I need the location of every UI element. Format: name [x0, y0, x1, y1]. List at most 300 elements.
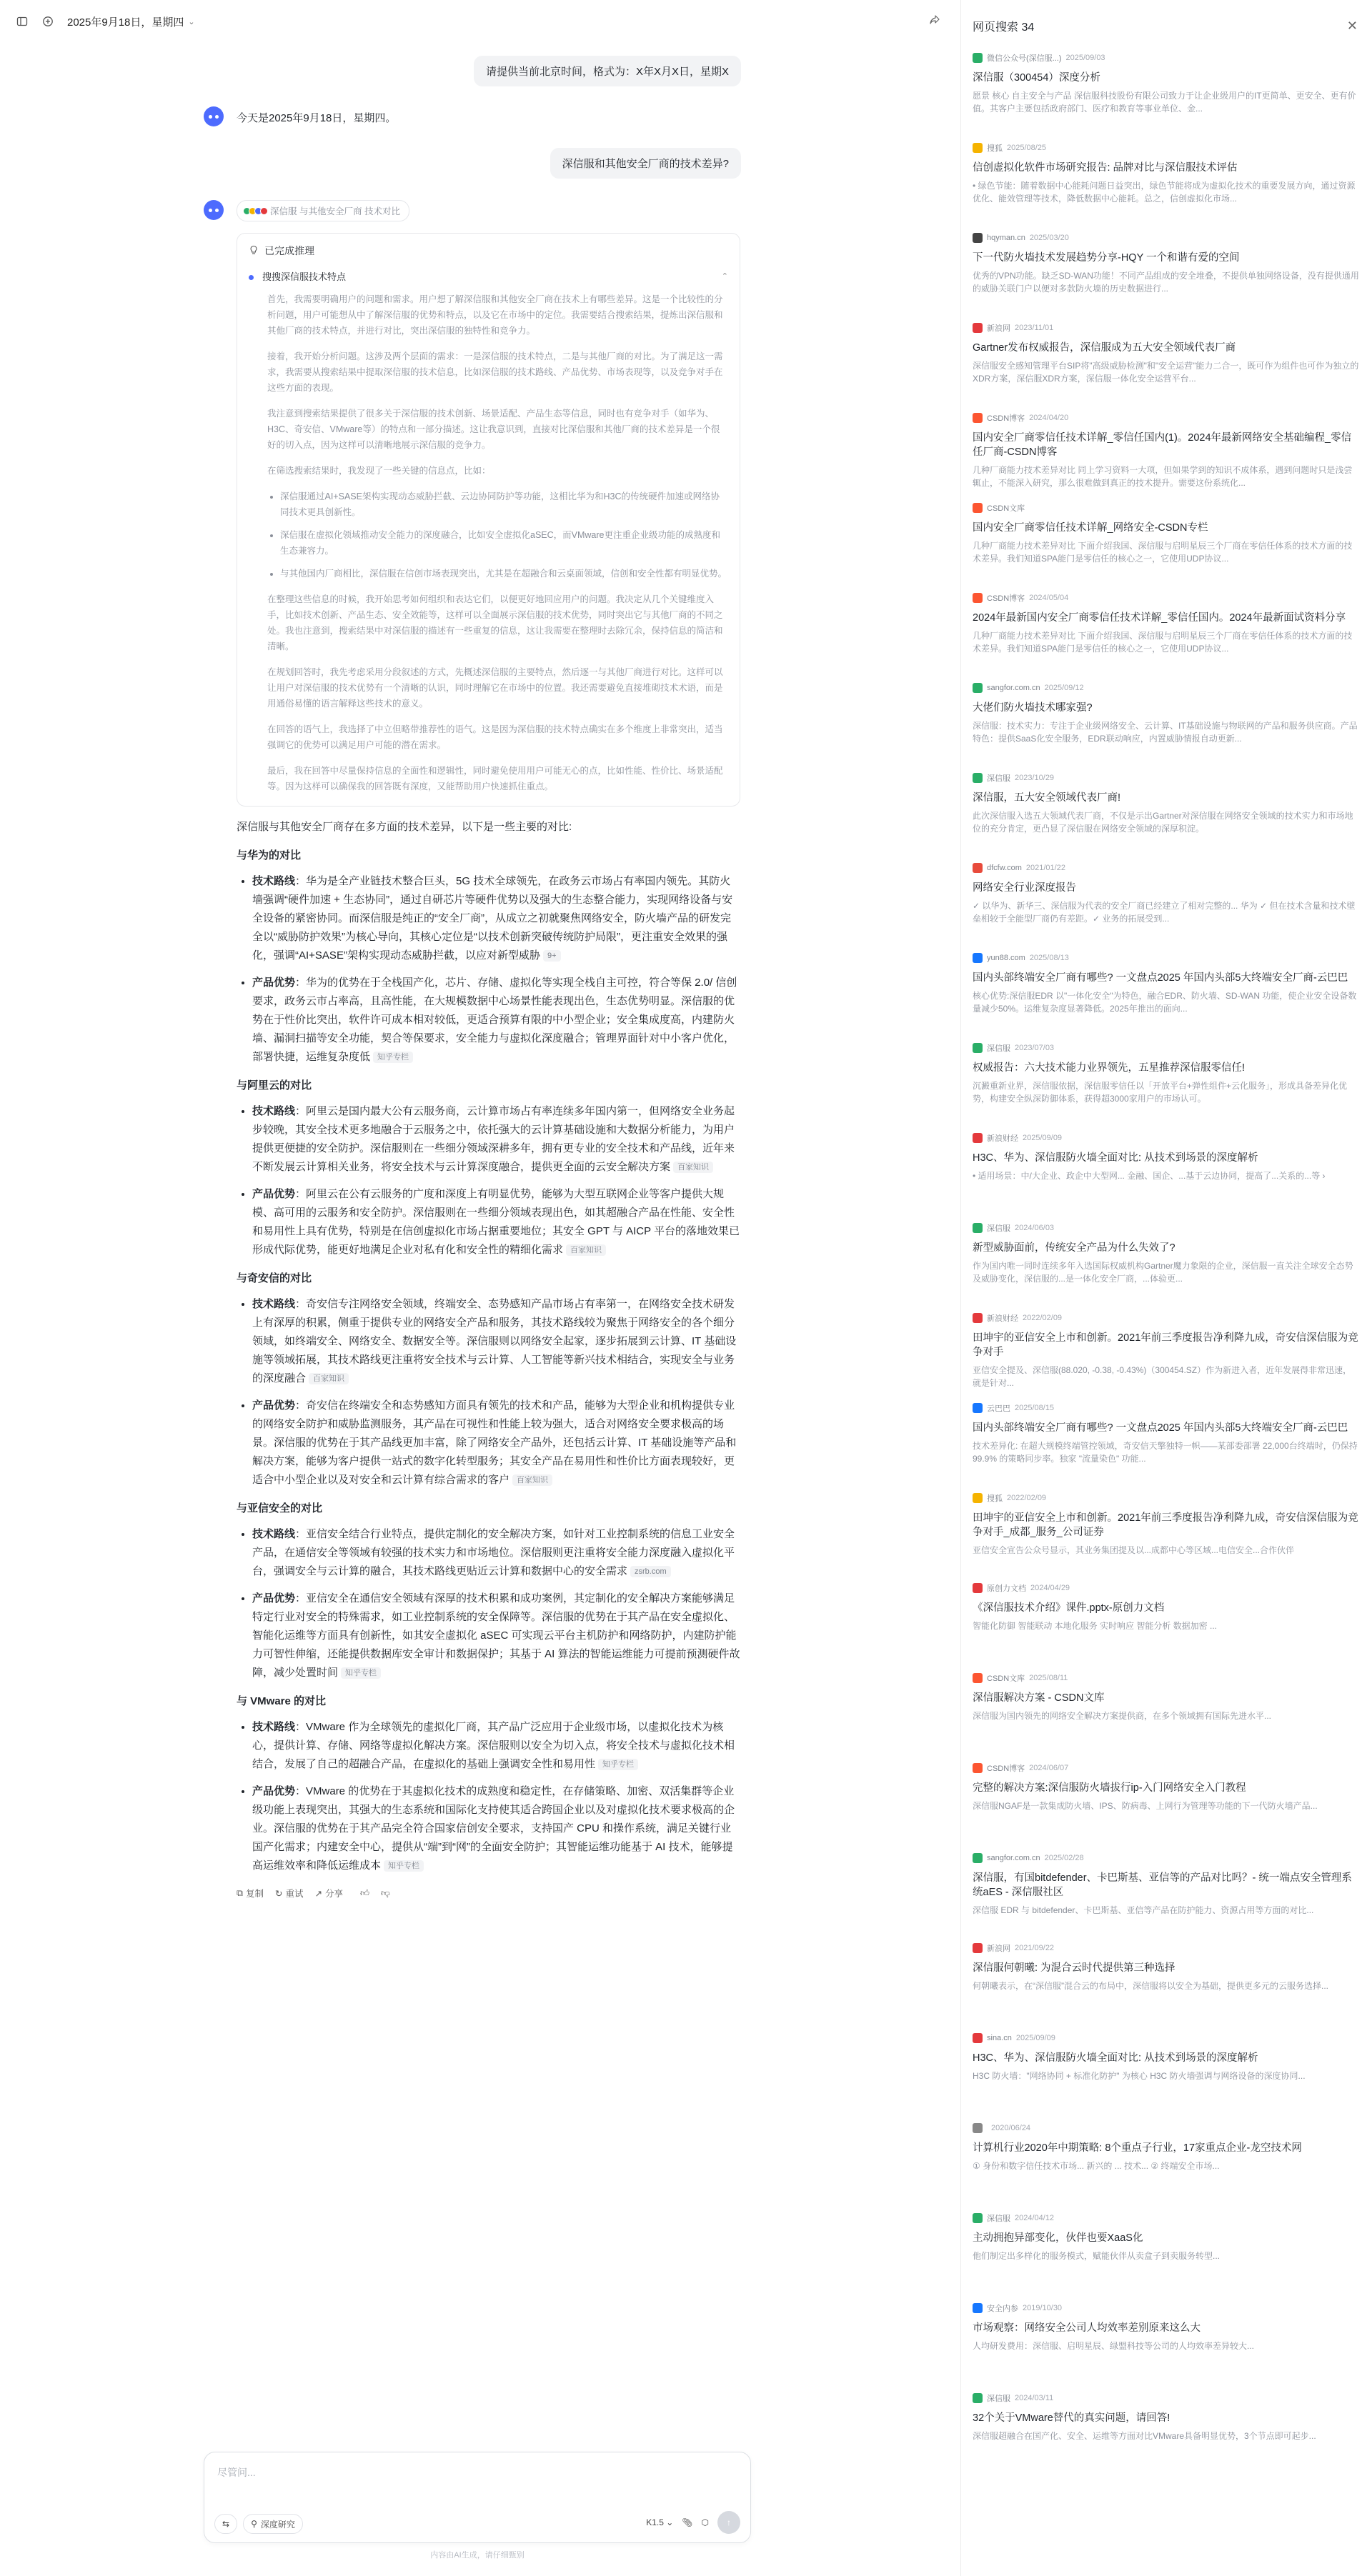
retry-button[interactable] [275, 1887, 304, 1899]
result-source: 微信公众号(深信服...) [987, 54, 1062, 63]
search-result-item[interactable] [973, 1132, 1359, 1222]
source-favicon-icon [973, 413, 983, 423]
thumbs-up-icon[interactable]: 👍︎ [359, 1887, 370, 1898]
reasoning-list-item: • 深信服在虚拟化领域推动安全能力的深度融合，比如安全虚拟化aSEC，而VMware更注重企业级功能的成熟度和生态兼容力。 [280, 527, 728, 559]
result-source: CSDN博客 [987, 414, 1025, 423]
item-label: 技术路线 [252, 875, 296, 887]
reasoning-step[interactable] [249, 269, 728, 283]
arrow-up-icon: ↑ [727, 2517, 731, 2527]
result-snippet: 沉澱重新业界，深信服依据，深信服零信任以「开放平台+弹性组件+云化服务」，形成具备差异化优势，构建安全纵深防御体系，获得超3000家用户的市场认可。 [973, 1081, 1348, 1104]
source-favicon-icon [973, 683, 983, 693]
result-source: 深信服 [987, 1044, 1010, 1053]
search-result-item[interactable] [973, 952, 1359, 1042]
section-list [237, 1102, 740, 1259]
new-chat-icon[interactable] [41, 15, 54, 28]
result-meta [973, 1132, 1359, 1144]
result-title[interactable]: H3C、华为、深信服防火墙全面对比: 从技术到场景的深度解析 [973, 2052, 1258, 2064]
search-result-item[interactable] [973, 1312, 1359, 1402]
item-label: 产品优势 [252, 1399, 296, 1412]
result-title[interactable]: Gartner发布权威报告，深信服成为五大安全领域代表厂商 [973, 342, 1236, 354]
sources-chip[interactable] [237, 200, 409, 221]
citation-badge[interactable]: 百家知识 [512, 1474, 552, 1486]
result-snippet: 深信服 EDR 与 bitdefender、卡巴斯基、亚信等产品在防护能力、资源占用等方面的对比... [973, 1905, 1314, 1915]
result-date: 2025/09/09 [1023, 1134, 1063, 1142]
reasoning-header[interactable] [249, 244, 728, 258]
source-favicon-icon [973, 1313, 983, 1323]
thumbs-down-icon[interactable]: 👎︎ [381, 1887, 390, 1898]
search-results-panel [960, 0, 1372, 2576]
sliders-icon: ⇆ [222, 2519, 230, 2529]
section-list-item [252, 1397, 740, 1489]
result-date: 2024/04/12 [1015, 2214, 1055, 2222]
section-list [237, 1525, 740, 1682]
section-list-item [252, 1185, 740, 1259]
source-favicon-icon [973, 323, 983, 333]
result-source: 搜狐 [987, 144, 1003, 153]
share-icon: ↗ [314, 1888, 322, 1899]
reasoning-paragraph: 在规划回答时，我先考虑采用分段叙述的方式，先概述深信服的主要特点，然后逐一与其他厂商进行对比。这样可以让用户对深信服的技术优势有一个清晰的认识，同时理解它在市场中的位置。我还需要避免直接堆砌技术术语，而是用通俗易懂的语言解释这些技术的意义。 [267, 667, 723, 709]
source-favicon-icon [973, 1133, 983, 1143]
result-source: dfcfw.com [987, 864, 1022, 872]
section-list-item [252, 872, 740, 965]
result-snippet: 几种厂商能力技术差异对比 同上学习资料一大项，但如果学到的知识不成体系，遇到问题时只是浅尝辄止，不能深入研究，那么很难做到真正的技术提升。需要这份系统化... [973, 465, 1353, 488]
result-source: CSDN文库 [987, 504, 1025, 513]
result-date: 2024/03/11 [1015, 2394, 1054, 2402]
result-date: 2021/09/22 [1015, 1944, 1055, 1952]
section-list-item [252, 974, 740, 1067]
result-date: 2022/02/09 [1007, 1494, 1047, 1502]
result-source: 新浪财经 [987, 1314, 1018, 1323]
source-favicon-icon [973, 1403, 983, 1413]
assistant-message [204, 106, 747, 126]
cube-icon[interactable]: ⬡ [701, 2517, 709, 2527]
result-snippet: H3C 防火墙："网络协同 + 标准化防护" 为核心 H3C 防火墙强调与网络设备的深度协同... [973, 2071, 1306, 2081]
result-meta [973, 51, 1359, 64]
result-snippet: • 适用场景：中/大企业、政企中大型网... 金融、国企、...基于云边协同，提高了...关系的...等 › [973, 1171, 1326, 1181]
result-source: CSDN文库 [987, 1674, 1025, 1683]
result-snippet: 几种厂商能力技术差异对比 下面介绍我国、深信服与启明星辰三个厂商在零信任体系的技术方面的技术差异。我们知道SPA能门是零信任的核心之一，它使用UDP协议... [973, 541, 1353, 564]
composer-input[interactable]: 尽管问... [217, 2467, 256, 2478]
section-list-item [252, 1295, 740, 1388]
chat-title-text: 2025年9月18日，星期四 [67, 16, 184, 29]
result-snippet: 深信服超融合在国产化、安全、运维等方面对比VMware具备明显优势，3个节点即可起步... [973, 2431, 1316, 2441]
source-favicon-icon [973, 773, 983, 783]
result-title[interactable]: 下一代防火墙技术发展趋势分享-HQY 一个和谐有爱的空间 [973, 252, 1240, 264]
source-favicon-icon [973, 1763, 983, 1773]
copy-button[interactable] [237, 1887, 264, 1899]
result-title[interactable]: 计算机行业2020年中期策略: 8个重点子行业，17家重点企业-龙空技术网 [973, 2142, 1302, 2154]
result-title[interactable]: 深信服（300454）深度分析 [973, 72, 1100, 84]
search-result-item[interactable] [973, 682, 1359, 772]
result-meta [973, 1762, 1359, 1774]
result-meta [973, 321, 1359, 334]
result-snippet: 此次深信服入选五大领域代表厂商，不仅是示出Gartner对深信服在网络安全领域的技术实力和市场地位的充分肯定，更凸显了深信服在网络安全领域的深厚积淀。 [973, 811, 1353, 834]
search-result-item[interactable] [973, 1582, 1359, 1672]
result-title[interactable]: 深信服何朝曦: 为混合云时代提供第三种选择 [973, 1962, 1175, 1974]
search-result-item[interactable] [973, 1672, 1359, 1762]
assistant-avatar-icon [204, 200, 224, 220]
reasoning-list-item: • 与其他国内厂商相比，深信服在信创市场表现突出，尤其是在超融合和云桌面领域，信创和安全性都有明显优势。 [280, 566, 728, 581]
copy-icon: ⧉ [237, 1887, 243, 1898]
attach-icon[interactable]: 📎︎ [682, 2517, 693, 2527]
result-title[interactable]: 国内安全厂商零信任技术详解_零信任国内(1)。2024年最新网络安全基础编程_零信任厂商-CSDN博客 [973, 432, 1352, 458]
search-result-item[interactable] [973, 141, 1359, 231]
message-thread [204, 56, 747, 1899]
result-title[interactable]: 市场观察：网络安全公司人均效率差别原来这么大 [973, 2322, 1200, 2334]
section-heading: 与亚信安全的对比 [237, 1502, 323, 1514]
source-favicon-icon [973, 1043, 983, 1053]
result-snippet: 人均研发费用：深信服、启明星辰、绿盟科技等公司的人均效率差异较大... [973, 2341, 1255, 2351]
item-label: 产品优势 [252, 1188, 296, 1200]
reasoning-list [267, 489, 728, 581]
user-message [204, 148, 741, 179]
result-title[interactable]: 主动拥抱异部变化，伙伴也要XaaS化 [973, 2232, 1143, 2244]
chevron-down-icon: ⌄ [188, 17, 195, 26]
citation-badge[interactable]: 百家知识 [309, 1373, 349, 1384]
result-title[interactable]: 信创虚拟化软件市场研究报告: 品牌对比与深信服技术评估 [973, 162, 1238, 174]
share-icon[interactable] [929, 14, 940, 28]
search-result-item[interactable] [973, 1042, 1359, 1132]
step-title: 搜搜深信服技术特点 [262, 271, 347, 282]
result-snippet: 他们制定出多样化的服务模式，赋能伙伴从卖盒子到卖服务转型... [973, 2251, 1221, 2261]
sources-chip-label: 深信服 与其他安全厂商 技术对比 [270, 206, 400, 216]
result-date: 2023/07/03 [1015, 1044, 1055, 1052]
source-favicon-icon [973, 1943, 983, 1953]
result-source: CSDN博客 [987, 1764, 1025, 1773]
item-text: ：阿里云是国内最大公有云服务商，云计算市场占有率连续多年国内第一，但网络安全业务起步较晚，其安全技术更多地融合于云服务之中，依托强大的云计算基础设施和大数据分析能力，为用户提供更便捷的安全防护。深信服则在一些细分领域深耕多年，拥有更专业的安全技术和产品线，近年来不断发展云计算相关业务，将安全技术与云计算深度融合，提供更全面的云安全解决方案 [252, 1105, 735, 1173]
result-date: 2025/03/20 [1029, 234, 1069, 242]
search-result-item[interactable] [973, 2302, 1359, 2392]
result-date: 2025/09/12 [1044, 684, 1084, 692]
assistant-message [204, 200, 747, 1899]
result-source: CSDN博客 [987, 594, 1025, 603]
lightbulb-icon [249, 245, 259, 257]
result-title[interactable]: H3C、华为、深信服防火墙全面对比: 从技术到场景的深度解析 [973, 1152, 1258, 1164]
user-bubble: 请提供当前北京时间，格式为：X年X月X日，星期X [474, 56, 741, 86]
result-meta [973, 772, 1359, 784]
result-meta [973, 682, 1359, 694]
user-bubble: 深信服和其他安全厂商的技术差异? [550, 148, 741, 179]
search-result-item[interactable] [973, 2392, 1359, 2482]
item-text: ：亚信安全在通信安全领域有深厚的技术积累和成功案例，其定制化的安全解决方案能够满足特定行业对安全的特殊需求，如工业控制系统的安全保障等。深信服的优势在于其产品在安全虚拟化、智能化运维等方面具有创新性，如其安全虚拟化 aSEC 可实现云平台主机防护和网络防护，内建防护能力可智性伸缩，还能提供数据库安全审计和数据保护；其基于 AI 算法的智能运维能力可提前预测硬件故障，减少处置时间 [252, 1592, 740, 1679]
result-source: 深信服 [987, 2215, 1010, 2223]
deep-research-button[interactable] [243, 2514, 303, 2534]
citation-badge[interactable]: zsrb.com [630, 1566, 671, 1577]
result-source: sangfor.com.cn [987, 684, 1040, 692]
result-title[interactable]: 国内头部终端安全厂商有哪些? 一文盘点2025 年国内头部5大终端安全厂商-云巴巴 [973, 1422, 1348, 1434]
composer-tools [214, 2514, 303, 2534]
section-heading: 与 VMware 的对比 [237, 1695, 327, 1707]
reasoning-paragraph: 首先，我需要明确用户的问题和需求。用户想了解深信服和其他安全厂商在技术上有哪些差异。这是一个比较性的分析问题，用户可能想从中了解深信服的优势和特点，以及它在市场中的定位。我需要结合搜索结果，提炼出深信服和其他厂商的技术特点，并进行对比，突出深信服的独特性和竞争力。 [267, 294, 723, 336]
source-favicon-icon [973, 1853, 983, 1863]
section-list [237, 872, 740, 1067]
result-meta [973, 231, 1359, 244]
result-meta [973, 411, 1359, 424]
result-snippet: 优秀的VPN功能。缺乏SD-WAN功能！不同产品组成的安全堆叠，不提供单独网络设备，没有提供通用的威胁关联门户以便对多款防火墙的历史数据进行... [973, 271, 1359, 294]
result-source: 安全内参 [987, 2305, 1018, 2313]
top-bar [0, 0, 960, 43]
reasoning-paragraph: 在整理这些信息的时候，我开始思考如何组织和表达它们，以便更好地回应用户的问题。我决定从几个关键维度入手，比如技术创新、产品生态、安全效能等，这样可以全面展示深信服的技术优势，同时突出它与其他厂商的不同之处。我也注意到，搜索结果中对深信服的描述有一些重复的信息，这让我需要在整理时去除冗余，保持信息的简洁和清晰。 [267, 594, 723, 652]
source-favicon-icon [973, 2393, 983, 2403]
result-snippet: 亚信安全宣告公众号显示，其业务集团提及以...成都中心等区域...电信安全...合作伙伴 [973, 1545, 1295, 1555]
source-favicon-icon [973, 1673, 983, 1683]
result-title[interactable]: 权威报告：六大技术能力业界领先，五星推荐深信服零信任! [973, 1062, 1246, 1074]
result-date: 2024/06/03 [1015, 1224, 1055, 1232]
result-date: 2025/08/13 [1029, 954, 1069, 962]
result-date: 2019/10/30 [1023, 2304, 1063, 2312]
source-favicon-icon [973, 593, 983, 603]
search-result-item[interactable] [973, 772, 1359, 862]
source-favicons-icon [243, 207, 266, 215]
search-result-item[interactable] [973, 1402, 1359, 1492]
result-source: sangfor.com.cn [987, 1854, 1040, 1862]
reasoning-list-item: • 深信服通过AI+SASE架构实现动态威胁拦截、云边协同防护等功能，这相比华为和H3C的传统硬件加速或网络协同技术更具创新性。 [280, 489, 728, 520]
result-date: 2025/09/03 [1065, 54, 1105, 62]
reasoning-paragraph: 最后，我在回答中尽量保持信息的全面性和逻辑性，同时避免使用用户可能无心的点，比如性能、性价比、场景适配等。因为这样可以确保我的回答既有深度，又能帮助用户快速抓住重点。 [267, 766, 723, 792]
source-favicon-icon [973, 53, 983, 63]
answer-sections [237, 847, 740, 1875]
result-date: 2023/10/29 [1015, 774, 1055, 782]
result-meta [973, 862, 1359, 874]
result-title[interactable]: 国内安全厂商零信任技术详解_网络安全-CSDN专栏 [973, 522, 1208, 534]
result-date: 2025/08/25 [1007, 144, 1047, 152]
step-dot-icon [249, 275, 254, 280]
item-label: 产品优势 [252, 1592, 296, 1604]
result-source: 深信服 [987, 774, 1010, 783]
result-snippet: 智能化防御 智能联动 本地化服务 实时响应 智能分析 数据加密 ... [973, 1621, 1218, 1631]
result-source: 云巴巴 [987, 1404, 1010, 1413]
item-label: 技术路线 [252, 1105, 296, 1117]
search-result-item[interactable] [973, 411, 1359, 501]
result-meta [973, 1492, 1359, 1504]
result-title[interactable]: 深信服，有国bitdefender、卡巴斯基、亚信等的产品对比吗？- 统一端点安全管理系统aES - 深信服社区 [973, 1872, 1352, 1898]
result-snippet: 深信服为国内领先的网络安全解决方案提供商，在多个领域拥有国际先进水平... [973, 1711, 1272, 1721]
item-label: 技术路线 [252, 1721, 296, 1733]
research-icon: ⚲ [251, 2519, 257, 2529]
result-title[interactable]: 大佬们防火墙技术哪家强? [973, 702, 1093, 714]
search-result-item[interactable] [973, 501, 1359, 591]
section-list-item [252, 1589, 740, 1682]
reasoning-paragraph: 我注意到搜索结果提供了很多关于深信服的技术创新、场景适配、产品生态等信息，同时也有竞争对手（如华为、H3C、奇安信、VMware等）的特点和一部分描述。这让我意识到，直接对比深信服和其他厂商的技术差异是一个很好的切入点，因为这样可以清晰地展示深信服的竞争力。 [267, 409, 720, 450]
result-snippet: 亚信安全提及、深信服(88.020, -0.38, -0.43%)（300454.SZ）作为新进入者，近年发展得非常迅速，就是针对... [973, 1365, 1352, 1388]
result-title[interactable]: 32个关于VMware替代的真实问题，请回答! [973, 2412, 1170, 2424]
source-favicon-icon [973, 1583, 983, 1593]
result-title[interactable]: 新型威胁面前，传统安全产品为什么失效了? [973, 1242, 1175, 1254]
model-selector[interactable] [646, 2517, 673, 2527]
item-text: ：VMware 的优势在于其虚拟化技术的成熟度和稳定性，在存储策略、加密、双活集群等企业级功能上表现突出，其强大的生态系统和国际化支持使其适合跨国企业以及对虚拟化技术要求极高的企业。深信服的优势在于其产品完全符合国家信创安全要求，支持国产 CPU 和操作系统，满足关键行业国产化需求；内建安全中心，提供从“端”到“网”的全面安全防护；其智能运维功能基于 AI 技术，能够提高运维效率和降低运维成本 [252, 1785, 735, 1872]
result-snippet: 深信服安全感知管理平台SIP将"高级威胁检测"和"安全运营"能力二合一，既可作为组件也可作为独立的XDR方案，深信服XDR方案，深信服一体化安全运营平台... [973, 361, 1359, 384]
result-meta [973, 1312, 1359, 1324]
section-heading: 与华为的对比 [237, 849, 302, 862]
result-meta [973, 1222, 1359, 1234]
search-result-item[interactable] [973, 1942, 1359, 2032]
result-date: 2024/04/20 [1029, 414, 1069, 422]
item-text: ：华为的优势在于全栈国产化，芯片、存储、虚拟化等实现全栈自主可控，符合等保 2.0/ 信创要求，政务云市占率高，且高性能，在大规模数据中心场景性能表现出色，生态优势明显。深信服的优势在于性价比突出，软件许可成本相对较低，更适合预算有限的中小型企业；安全集成度高，内建防火墙、漏洞扫描等安全功能，契合等保要求，安全能力与虚拟化深度融合；管理界面针对中小客户优化，部署快捷，运维复杂度低 [252, 977, 737, 1063]
answer-intro: 深信服与其他安全厂商存在多方面的技术差异，以下是一些主要的对比: [237, 821, 572, 833]
result-meta [973, 1042, 1359, 1054]
result-date: 2025/09/09 [1015, 2034, 1055, 2042]
retry-label: 重试 [285, 1889, 304, 1899]
result-date: 2025/02/28 [1044, 1854, 1084, 1862]
search-result-item[interactable] [973, 1222, 1359, 1312]
search-result-item[interactable] [973, 231, 1359, 321]
result-date: 2024/05/04 [1029, 594, 1069, 602]
section-list-item [252, 1102, 740, 1177]
result-title[interactable]: 2024年最新国内安全厂商零信任技术详解_零信任国内。2024年最新面试资料分享 [973, 612, 1346, 624]
result-title[interactable]: 网络安全行业深度报告 [973, 882, 1076, 894]
citation-badge[interactable]: 百家知识 [673, 1162, 713, 1173]
result-meta [973, 501, 1359, 514]
reasoning-paragraph: 在回答的语气上，我选择了中立但略带推荐性的语气。这是因为深信服的技术特点确实在多个维度上非常突出，适当强调它的优势可以满足用户可能的潜在需求。 [267, 724, 723, 750]
message-actions [237, 1887, 740, 1899]
item-text: ：华为是全产业链技术整合巨头，5G 技术全球领先，在政务云市场占有率国内领先。其防火墙强调“硬件加速 + 生态协同”，通过自研芯片等硬件优势以及强大的生态整合能力，实现网络设备与安全设备的紧密协同。而深信服是纯正的“安全厂商”，从成立之初就聚焦网络安全，防火墙产品的研发完全以“威胁防护效果”为核心导向，其核心定位是“以技术创新突破传统防护局限”，更注重安全效果的强化，强调“AI+SASE”架构实现动态威胁拦截，以应对新型威胁 [252, 875, 733, 962]
answer-body [237, 818, 740, 1875]
message-composer[interactable] [204, 2452, 751, 2543]
reasoning-paragraph: 在筛选搜索结果时，我发现了一些关键的信息点，比如： [267, 466, 491, 476]
result-snippet: 作为国内唯一同时连续多年入选国际权威机构Gartner魔力象限的企业，深信服一直关注全球安全态势及威胁变化，深信服的...是一体化安全厂商，...体验更... [973, 1261, 1353, 1284]
section-heading: 与奇安信的对比 [237, 1272, 312, 1284]
result-meta [973, 2122, 1359, 2135]
source-favicon-icon [973, 2213, 983, 2223]
source-favicon-icon [973, 1493, 983, 1503]
source-favicon-icon [973, 503, 983, 513]
reasoning-card [237, 233, 740, 807]
result-meta [973, 141, 1359, 154]
share-label: 分享 [324, 1889, 343, 1899]
search-result-item[interactable] [973, 2032, 1359, 2122]
search-result-item[interactable] [973, 51, 1359, 141]
disclaimer: 内容由AI生成，请仔细甄别 [430, 2551, 525, 2560]
result-title[interactable]: 深信服解决方案 - CSDN文库 [973, 1692, 1105, 1704]
copy-label: 复制 [245, 1889, 264, 1899]
section-list-item [252, 1525, 740, 1581]
item-label: 产品优势 [252, 977, 296, 989]
source-favicon-icon [973, 143, 983, 153]
item-label: 产品优势 [252, 1785, 296, 1797]
deep-research-label: 深度研究 [260, 2519, 295, 2530]
result-snippet: • 绿色节能：随着数据中心能耗问题日益突出，绿色节能将成为虚拟化技术的重要发展方向，通过资源优化、能效管理等技术，降低数据中心能耗。总之，信创虚拟化市场... [973, 181, 1356, 204]
result-date: 2024/04/29 [1030, 1584, 1070, 1592]
result-meta [973, 1942, 1359, 1955]
item-text: ：亚信安全结合行业特点，提供定制化的安全解决方案，如针对工业控制系统的信息工业安全产品，在通信安全等领域有较强的技术实力和市场地位。深信服则更注重将安全能力深度融入虚拟化平台，强调安全与云计算的融合，其技术路线更贴近云计算和数据中心的安全需求 [252, 1528, 735, 1577]
citation-badge[interactable]: 知乎专栏 [598, 1759, 638, 1770]
result-title[interactable]: 国内头部终端安全厂商有哪些? 一文盘点2025 年国内头部5大终端安全厂商-云巴巴 [973, 972, 1348, 984]
chevron-up-icon[interactable]: ⌃ [721, 272, 728, 281]
result-snippet: 几种厂商能力技术差异对比 下面介绍我国、深信服与启明星辰三个厂商在零信任体系的技术方面的技术差异。我们知道SPA能门是零信任的核心之一，它使用UDP协议... [973, 631, 1353, 654]
item-text: ：VMware 作为全球领先的虚拟化厂商，其产品广泛应用于企业级市场，以虚拟化技术为核心，提供计算、存储、网络等虚拟化解决方案。深信服则以安全为切入点，将安全技术与虚拟化技术相结合，发展了自己的超融合产品，在虚拟化的基础上强调安全性和易用性 [252, 1721, 735, 1770]
result-title[interactable]: 深信服，五大安全领域代表厂商! [973, 792, 1121, 804]
citation-badge[interactable]: 百家知识 [566, 1244, 606, 1256]
send-button[interactable] [717, 2511, 740, 2534]
result-source: 搜狐 [987, 1494, 1003, 1503]
user-message [204, 56, 741, 86]
citation-badge[interactable]: 知乎专栏 [384, 1860, 424, 1872]
search-result-item[interactable] [973, 2212, 1359, 2302]
source-favicon-icon [973, 2033, 983, 2043]
close-icon[interactable]: ✕ [1346, 18, 1358, 33]
source-favicon-icon [973, 863, 983, 873]
result-title[interactable]: 田坤宇的亚信安全上市和创新。2021年前三季度报告净利降九成，奇安信深信服为竞争对手_成都_服务_公司证券 [973, 1512, 1358, 1538]
result-snippet: 深信服NGAF是一款集成防火墙、IPS、防病毒、上网行为管理等功能的下一代防火墙产品... [973, 1801, 1318, 1811]
section-list [237, 1718, 740, 1875]
tools-button[interactable] [214, 2514, 237, 2534]
share-button[interactable] [314, 1887, 343, 1899]
result-snippet: 深信服：技术实力：专注于企业级网络安全、云计算、IT基础设施与物联网的产品和服务供应商。产品特色：提供SaaS化安全服务，EDR联动响应，内置威胁情报自动更新... [973, 721, 1358, 744]
composer-right-tools [646, 2511, 740, 2534]
result-snippet: ① 身份和数字信任技术市场... 新兴的 ... 技术... ② 终端安全市场... [973, 2161, 1220, 2171]
result-source: hqyman.cn [987, 234, 1025, 242]
result-snippet: 技术差异化: 在超大规模终端管控领域，奇安信天擎独特一帜——某部委部署 22,000台终端时，仍保持 99.9% 的策略同步率。独家 "流量染色" 功能... [973, 1441, 1358, 1464]
source-favicon-icon [973, 2123, 983, 2133]
model-label: K1.5 [646, 2517, 664, 2527]
panel-header [961, 0, 1372, 51]
result-meta [973, 1402, 1359, 1414]
result-meta [973, 2212, 1359, 2225]
result-meta [973, 1852, 1359, 1864]
section-list-item [252, 1782, 740, 1875]
source-favicon-icon [973, 2303, 983, 2313]
search-result-item[interactable] [973, 2122, 1359, 2212]
result-meta [973, 591, 1359, 604]
search-result-item[interactable] [973, 1492, 1359, 1582]
section-list [237, 1295, 740, 1489]
search-result-item[interactable] [973, 1762, 1359, 1852]
result-meta [973, 2392, 1359, 2405]
result-title[interactable]: 完整的解决方案:深信服防火墙拔行ip-入门网络安全入门教程 [973, 1782, 1246, 1794]
search-result-item[interactable] [973, 591, 1359, 682]
chevron-down-icon: ⌄ [666, 2517, 674, 2527]
result-date: 2020/06/24 [991, 2124, 1031, 2132]
result-meta [973, 952, 1359, 964]
chat-title[interactable] [67, 14, 195, 29]
source-favicon-icon [973, 1223, 983, 1233]
source-favicon-icon [973, 233, 983, 243]
assistant-text: 今天是2025年9月18日，星期四。 [237, 112, 397, 124]
item-text: ：阿里云在公有云服务的广度和深度上有明显优势，能够为大型互联网企业等客户提供大规模、高可用的云服务和安全防护。深信服则在一些细分领域表现出色，如其超融合产品在性能、安全性和易用性上具有优势，特别是在信创虚拟化市场占据重要地位；其安全 GPT 与 AICP 平台的落地效果已形成代际优势，能更好地满足企业对私有化和安全性的精细化需求 [252, 1188, 740, 1256]
result-snippet: 核心优势:深信服EDR 以"一体化安全"为特色，融合EDR、防火墙、SD-WAN 功能，使企业安全设备数量减少50%。运维复杂度显著降低。2025年推出的面向... [973, 991, 1357, 1014]
reasoning-status: 已完成推理 [264, 245, 314, 256]
section-heading: 与阿里云的对比 [237, 1079, 312, 1092]
result-source: 深信服 [987, 1224, 1010, 1233]
search-results-list [961, 51, 1372, 2482]
result-date: 2024/06/07 [1029, 1764, 1069, 1772]
result-date: 2025/08/15 [1015, 1404, 1055, 1412]
search-result-item[interactable] [973, 1852, 1359, 1942]
section-list-item [252, 1718, 740, 1774]
result-snippet: ✓ 以华为、新华三、深信服为代表的安全厂商已经建立了相对完整的... 华为 ✓ 但在技术含量和技术壁垒相较于全能型厂商仍有差距。✓ 业务的拓展受到... [973, 901, 1356, 924]
item-text: ：奇安信在终端安全和态势感知方面具有领先的技术和产品，能够为大型企业和机构提供专业的网络安全防护和威胁监测服务，其产品在可视性和性能上较为强大，适合对网络安全要求极高的场景。深信服的优势在于其产品线更加丰富，除了网络安全产品外，还包括云计算、IT 基础设施等产品和解决方案，能够为客户提供一站式的数字化转型服务；其安全产品在易用性和性价比方面表现较好，更适合中小型企业以及对安全和云计算有综合需求的客户 [252, 1399, 737, 1486]
result-meta [973, 2302, 1359, 2315]
result-source: 新浪网 [987, 324, 1010, 333]
reasoning-body [267, 291, 728, 794]
citation-badge[interactable]: 9+ [543, 950, 561, 962]
result-source: yun88.com [987, 954, 1025, 962]
result-snippet: 何朝曦表示，在“深信服”混合云的布局中，深信服将以安全为基础，提供更多元的云服务选择... [973, 1981, 1328, 1991]
result-date: 2023/11/01 [1015, 324, 1054, 332]
search-result-item[interactable] [973, 321, 1359, 411]
result-meta [973, 1672, 1359, 1684]
result-source: 深信服 [987, 2395, 1010, 2403]
reasoning-paragraph: 接着，我开始分析问题。这涉及两个层面的需求：一是深信服的技术特点，二是与其他厂商的对比。为了满足这一需求，我需要从搜索结果中提取深信服的技术信息，比如深信服的技术路线、产品优势、市场表现等，以及竞争对手在这些方面的表现。 [267, 351, 723, 393]
result-title[interactable]: 田坤宇的亚信安全上市和创新。2021年前三季度报告净利降九成，奇安信深信服为竞争对手 [973, 1332, 1358, 1358]
result-title[interactable]: 《深信服技术介绍》课件.pptx-原创力文档 [973, 1602, 1165, 1614]
result-date: 2022/02/09 [1023, 1314, 1063, 1322]
citation-badge[interactable]: 知乎专栏 [373, 1052, 413, 1063]
sidebar-toggle-icon[interactable] [16, 15, 29, 28]
result-meta [973, 1582, 1359, 1594]
citation-badge[interactable]: 知乎专栏 [341, 1667, 381, 1679]
search-result-item[interactable] [973, 862, 1359, 952]
